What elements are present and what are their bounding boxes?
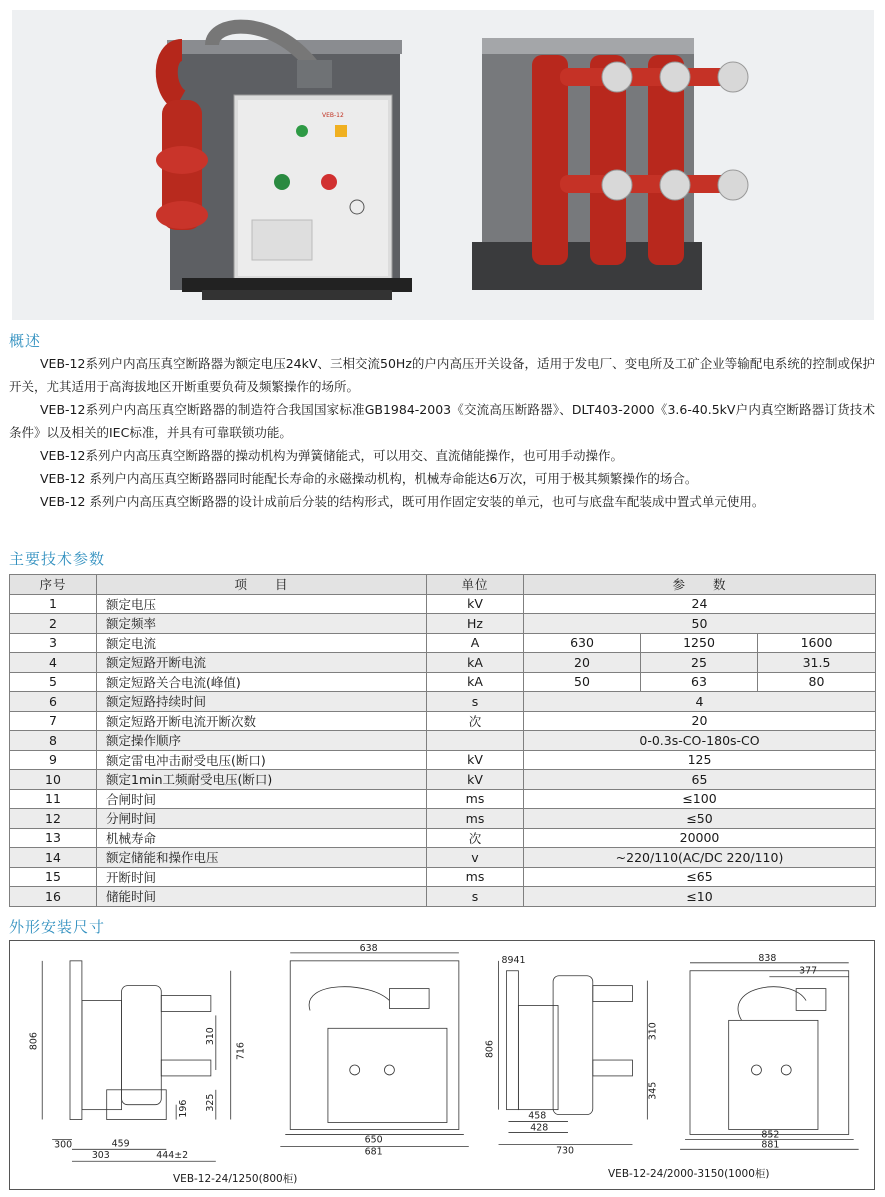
dimension-drawing-canvas (10, 941, 874, 1189)
side-view-2000 (499, 961, 648, 1145)
overview-paragraph: VEB-12系列户内高压真空断路器的制造符合我国国家标准GB1984-2003《交流高压断路器》、DLT403-2000《3.6-40.5kV户内真空断路器订货技术条件》以及相关的IEC标准，并具有可靠联锁功能。 (9, 402, 875, 440)
dim-325-label: 325 (204, 1093, 216, 1112)
table-row (10, 867, 876, 887)
table-row (10, 789, 876, 809)
row-number: 11 (10, 789, 97, 809)
dim-638-label: 638 (359, 942, 378, 954)
row-unit: ms (427, 809, 524, 829)
row-item: 额定电压 (97, 594, 427, 614)
row-unit: s (427, 887, 524, 907)
row-value: 1600 (758, 633, 876, 653)
breaker-front-photo (156, 27, 412, 300)
dim-303-label: 303 (91, 1150, 110, 1162)
row-item: 储能时间 (97, 887, 427, 907)
row-unit: 次 (427, 711, 524, 731)
row-item: 额定电流 (97, 633, 427, 653)
row-value: 0-0.3s-CO-180s-CO (524, 731, 876, 751)
row-number: 2 (10, 614, 97, 634)
product-photo-illustration (12, 10, 874, 320)
spec-table (9, 574, 876, 907)
dim-806-label: 806 (28, 1032, 40, 1051)
row-number: 3 (10, 633, 97, 653)
row-unit: kV (427, 750, 524, 770)
table-row (10, 711, 876, 731)
row-value: ≤10 (524, 887, 876, 907)
table-row (10, 828, 876, 848)
front-view-1250 (280, 953, 468, 1146)
dimension-drawings (9, 940, 875, 1190)
dim-300-label: 300 (54, 1139, 73, 1151)
dim-428-label: 428 (530, 1122, 549, 1134)
front-view-2000 (680, 963, 859, 1149)
row-value: 20 (524, 711, 876, 731)
row-number: 14 (10, 848, 97, 868)
table-row (10, 653, 876, 673)
dim-444-label: 444±2 (156, 1150, 189, 1162)
spec-table-header (10, 575, 876, 595)
header-unit: 单位 (427, 575, 524, 595)
row-unit: kA (427, 672, 524, 692)
row-number: 5 (10, 672, 97, 692)
row-unit: A (427, 633, 524, 653)
specs-title: 主要技术参数 (9, 550, 106, 568)
dimensions-title: 外形安装尺寸 (9, 918, 106, 936)
row-unit (427, 731, 524, 751)
drawing-caption-2000: VEB-12-24/2000-3150(1000柜) (608, 1168, 770, 1180)
row-number: 4 (10, 653, 97, 673)
table-row (10, 614, 876, 634)
row-item: 额定操作顺序 (97, 731, 427, 751)
dim-310b-label: 310 (647, 1022, 659, 1041)
row-value: 1250 (641, 633, 758, 653)
row-number: 12 (10, 809, 97, 829)
row-item: 额定短路开断电流 (97, 653, 427, 673)
row-number: 16 (10, 887, 97, 907)
panel-label: VEB-12 (322, 112, 344, 119)
row-number: 8 (10, 731, 97, 751)
dim-345-label: 345 (647, 1081, 659, 1100)
row-unit: ms (427, 789, 524, 809)
row-value: 24 (524, 594, 876, 614)
row-value: ≤65 (524, 867, 876, 887)
row-value: 4 (524, 692, 876, 712)
spec-table-body (10, 594, 876, 906)
row-item: 额定短路关合电流(峰值) (97, 672, 427, 692)
row-value: 25 (641, 653, 758, 673)
row-value: 50 (524, 672, 641, 692)
row-number: 15 (10, 867, 97, 887)
row-value: 31.5 (758, 653, 876, 673)
row-number: 13 (10, 828, 97, 848)
dim-196-label: 196 (178, 1099, 190, 1118)
row-item: 额定短路持续时间 (97, 692, 427, 712)
dim-730-label: 730 (556, 1145, 575, 1157)
dim-838-label: 838 (758, 952, 777, 964)
row-value: 50 (524, 614, 876, 634)
product-photos (12, 10, 874, 320)
table-row (10, 692, 876, 712)
row-number: 1 (10, 594, 97, 614)
row-unit: ms (427, 867, 524, 887)
row-value: ≤100 (524, 789, 876, 809)
table-row (10, 750, 876, 770)
table-row (10, 633, 876, 653)
row-unit: 次 (427, 828, 524, 848)
dim-716-label: 716 (235, 1042, 247, 1061)
row-item: 分闸时间 (97, 809, 427, 829)
row-item: 额定雷电冲击耐受电压(断口) (97, 750, 427, 770)
row-item: 开断时间 (97, 867, 427, 887)
row-value: 80 (758, 672, 876, 692)
dim-881-label: 881 (761, 1139, 780, 1151)
overview-paragraph: VEB-12系列户内高压真空断路器的操动机构为弹簧储能式，可以用交、直流储能操作，也可用手动操作。 (40, 448, 623, 463)
side-view-1250 (42, 961, 230, 1161)
dim-459-label: 459 (111, 1138, 130, 1150)
table-row (10, 887, 876, 907)
dim-852-label: 852 (761, 1129, 780, 1141)
row-item: 合闸时间 (97, 789, 427, 809)
row-number: 6 (10, 692, 97, 712)
row-unit: Hz (427, 614, 524, 634)
table-row (10, 672, 876, 692)
row-value: 20 (524, 653, 641, 673)
overview-title: 概述 (9, 332, 42, 350)
dim-458-label: 458 (528, 1110, 547, 1122)
table-row (10, 731, 876, 751)
dim-8941-label: 8941 (501, 954, 526, 966)
overview-text (9, 352, 875, 513)
overview-paragraph: VEB-12系列户内高压真空断路器为额定电压24kV、三相交流50Hz的户内高压开关设备，适用于发电厂、变电所及工矿企业等输配电系统的控制或保护开关，尤其适用于高海拔地区开断重要负荷及频繁操作的场所。 (9, 356, 875, 394)
table-row (10, 848, 876, 868)
row-value: 125 (524, 750, 876, 770)
row-unit: v (427, 848, 524, 868)
row-unit: kA (427, 653, 524, 673)
row-unit: kV (427, 770, 524, 790)
dim-310-label: 310 (204, 1027, 216, 1046)
row-value: ~220/110(AC/DC 220/110) (524, 848, 876, 868)
table-row (10, 594, 876, 614)
row-item: 额定短路开断电流开断次数 (97, 711, 427, 731)
row-value: 630 (524, 633, 641, 653)
header-value: 参 数 (524, 575, 876, 595)
overview-paragraph: VEB-12 系列户内高压真空断路器的设计成前后分装的结构形式，既可用作固定安装的单元，也可与底盘车配装成中置式单元使用。 (40, 494, 765, 509)
row-value: 63 (641, 672, 758, 692)
row-value: 20000 (524, 828, 876, 848)
row-number: 10 (10, 770, 97, 790)
row-value: ≤50 (524, 809, 876, 829)
row-value: 65 (524, 770, 876, 790)
header-no: 序号 (10, 575, 97, 595)
row-item: 额定频率 (97, 614, 427, 634)
row-item: 机械寿命 (97, 828, 427, 848)
row-number: 7 (10, 711, 97, 731)
row-item: 额定储能和操作电压 (97, 848, 427, 868)
overview-paragraph: VEB-12 系列户内高压真空断路器同时能配长寿命的永磁操动机构，机械寿命能达6万次，可用于极其频繁操作的场合。 (40, 471, 698, 486)
header-item: 项 目 (97, 575, 427, 595)
row-item: 额定1min工频耐受电压(断口) (97, 770, 427, 790)
breaker-rear-photo (472, 38, 748, 290)
table-row (10, 770, 876, 790)
dim-650-label: 650 (364, 1134, 383, 1146)
dim-681-label: 681 (364, 1146, 383, 1158)
dim-377-label: 377 (799, 965, 818, 977)
dim-806b-label: 806 (484, 1040, 496, 1059)
table-row (10, 809, 876, 829)
drawing-caption-1250: VEB-12-24/1250(800柜) (173, 1173, 298, 1185)
row-number: 9 (10, 750, 97, 770)
row-unit: kV (427, 594, 524, 614)
row-unit: s (427, 692, 524, 712)
